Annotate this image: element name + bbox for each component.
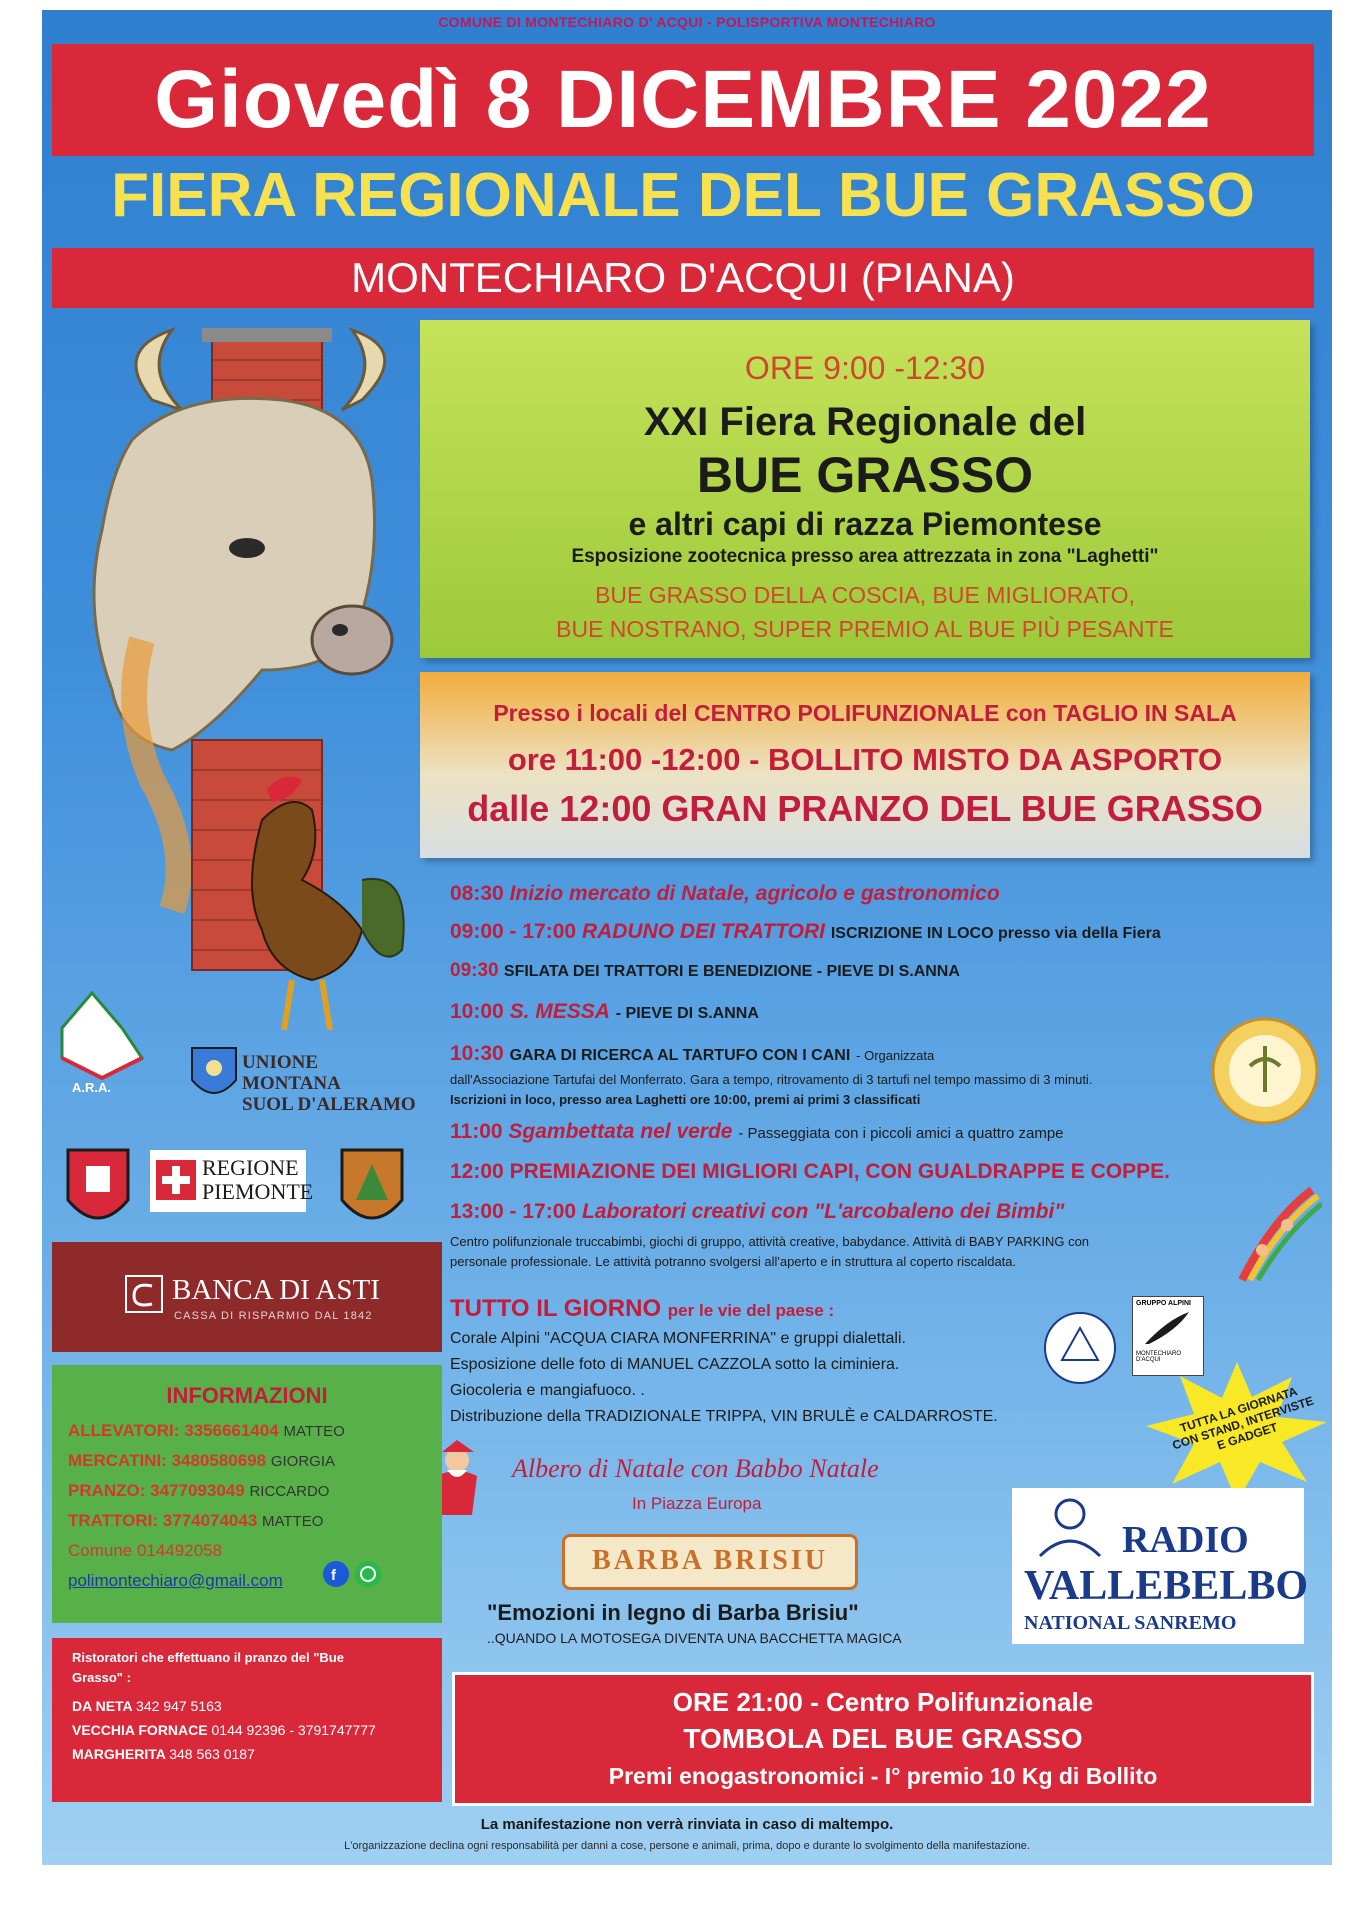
fair-line2: BUE GRASSO bbox=[696, 447, 1034, 503]
ox-rooster-illustration bbox=[62, 310, 462, 1030]
town-crest-icon bbox=[332, 1140, 412, 1240]
fair-line3: e altri capi di razza Piemontese bbox=[628, 506, 1102, 542]
bank-logo-icon bbox=[124, 1274, 164, 1314]
lab-note: personale professionale. Le attività potranno svolgersi all'aperto e in struttura al coperto riscaldata. bbox=[450, 1254, 1017, 1269]
barba-logo: BARBA BRISIU bbox=[562, 1534, 858, 1590]
schedule-item: 11:00 Sgambettata nel verde - Passeggiata con i piccoli amici a quattro zampe bbox=[450, 1120, 1064, 1143]
footer-disclaimer: L'organizzazione declina ogni responsabilità per danni a cose, persone e animali, prima, dopo e durante lo svolgimento della manifestazione. bbox=[344, 1840, 1030, 1852]
info-email-link[interactable]: polimontechiaro@gmail.com bbox=[68, 1571, 283, 1590]
tree-place: In Piazza Europa bbox=[632, 1494, 762, 1513]
schedule-item: 10:30 GARA DI RICERCA AL TARTUFO CON I CANI - Organizzata bbox=[450, 1042, 935, 1065]
banca-di-asti-logo: BANCA DI ASTI CASSA DI RISPARMIO DAL 1842 bbox=[52, 1242, 442, 1352]
all-day-line: Distribuzione della TRADIZIONALE TRIPPA, VIN BRULÈ e CALDARROSTE. bbox=[450, 1408, 998, 1425]
tree-text: Albero di Natale con Babbo Natale bbox=[512, 1454, 879, 1483]
info-box bbox=[52, 1365, 442, 1623]
all-day-heading: TUTTO IL GIORNO per le vie del paese : bbox=[450, 1295, 835, 1322]
lunch-box bbox=[420, 672, 1310, 858]
whatsapp-icon bbox=[355, 1561, 381, 1587]
tombola-line3: Premi enogastronomici - I° premio 10 Kg di Bollito bbox=[608, 1763, 1158, 1789]
restaurant-item: MARGHERITA 348 563 0187 bbox=[72, 1746, 255, 1762]
tombola-box bbox=[452, 1672, 1314, 1806]
corale-logo-icon bbox=[1042, 1310, 1118, 1386]
tartufai-logo-icon bbox=[1210, 1016, 1320, 1126]
tombola-line2: TOMBOLA DEL BUE GRASSO bbox=[683, 1723, 1083, 1754]
svg-text:f: f bbox=[331, 1567, 336, 1584]
info-row: MERCATINI: 3480580698 GIORGIA bbox=[68, 1451, 336, 1470]
lab-note: Centro polifunzionale truccabimbi, giochi di gruppo, attività creative, babydance. Attività di BABY PARKING con bbox=[450, 1234, 1090, 1249]
all-day-line: Giocoleria e mangiafuoco. . bbox=[450, 1382, 645, 1399]
alpini-logo: GRUPPO ALPINI MONTECHIARO D'ACQUI bbox=[1132, 1296, 1204, 1376]
lunch-line2: ore 11:00 -12:00 - BOLLITO MISTO DA ASPORTO bbox=[507, 742, 1223, 777]
tartufo-note: dall'Associazione Tartufai del Monferrato. Gara a tempo, ritrovamento di 3 tartufi nel tempo massimo di 3 minuti. bbox=[450, 1072, 1093, 1087]
facebook-icon bbox=[323, 1561, 349, 1587]
schedule-item: 12:00 PREMIAZIONE DEI MIGLIORI CAPI, CON GUALDRAPPE E COPPE. bbox=[450, 1160, 1170, 1183]
feather-icon bbox=[1137, 1310, 1197, 1346]
event-date: Giovedì 8 DICEMBRE 2022 bbox=[154, 54, 1212, 145]
ara-logo-icon bbox=[52, 988, 152, 1098]
info-row: PRANZO: 3477093049 RICCARDO bbox=[68, 1481, 330, 1500]
unione-crest-icon bbox=[184, 1040, 244, 1110]
tombola-line1: ORE 21:00 - Centro Polifunzionale bbox=[672, 1687, 1094, 1717]
schedule-item: 10:00 S. MESSA - PIEVE DI S.ANNA bbox=[450, 1000, 759, 1023]
schedule-item: 08:30 Inizio mercato di Natale, agricolo e gastronomico bbox=[450, 882, 1000, 905]
lunch-line1: Presso i locali del CENTRO POLIFUNZIONALE con TAGLIO IN SALA bbox=[493, 700, 1237, 726]
social-icons bbox=[322, 1559, 384, 1589]
restaurant-item: DA NETA 342 947 5163 bbox=[72, 1698, 222, 1714]
unione-montana-logo: UNIONE MONTANA SUOL D'ALERAMO bbox=[242, 1052, 416, 1115]
footer-weather-note: La manifestazione non verrà rinviata in caso di maltempo. bbox=[480, 1816, 894, 1833]
starburst-text: TUTTA LA GIORNATA CON STAND, INTERVISTE E GADGET bbox=[1170, 1384, 1316, 1453]
fair-box bbox=[420, 320, 1310, 658]
fair-hours: ORE 9:00 -12:30 bbox=[744, 350, 986, 386]
restaurants-box: Ristoratori che effettuano il pranzo del "Bue Grasso" : DA NETA 342 947 5163 VECCHIA FORNACE 0144 92396 - 3791747777 MARGHERITA 348 563 0187 bbox=[52, 1638, 442, 1802]
fair-line5: BUE GRASSO DELLA COSCIA, BUE MIGLIORATO, bbox=[595, 582, 1135, 608]
fair-line4: Esposizione zootecnica presso area attrezzata in zona "Laghetti" bbox=[571, 546, 1159, 567]
event-title: FIERA REGIONALE DEL BUE GRASSO bbox=[111, 161, 1255, 230]
regione-piemonte-logo: REGIONE PIEMONTE bbox=[150, 1150, 306, 1212]
tartufo-note: Iscrizioni in loco, presso area Laghetti ore 10:00, premi ai primi 3 classificati bbox=[450, 1092, 921, 1107]
event-poster bbox=[42, 10, 1332, 1865]
piemonte-flag-icon bbox=[156, 1160, 196, 1200]
lunch-line3: dalle 12:00 GRAN PRANZO DEL BUE GRASSO bbox=[467, 788, 1263, 829]
schedule-item: 09:00 - 17:00 RADUNO DEI TRATTORI ISCRIZIONE IN LOCO presso via della Fiera bbox=[450, 920, 1161, 943]
all-day-line: Esposizione delle foto di MANUEL CAZZOLA sotto la ciminiera. bbox=[450, 1356, 900, 1373]
organizers-line: COMUNE DI MONTECHIARO D' ACQUI - POLISPORTIVA MONTECHIARO bbox=[438, 14, 936, 30]
schedule-item: 09:30 SFILATA DEI TRATTORI E BENEDIZIONE - PIEVE DI S.ANNA bbox=[450, 960, 960, 981]
svg-text:A.R.A.: A.R.A. bbox=[72, 1080, 111, 1095]
montechiaro-crest-icon bbox=[58, 1140, 138, 1240]
barba-title: "Emozioni in legno di Barba Brisiu" bbox=[487, 1600, 859, 1625]
radio-vallebelbo-logo: RADIO VALLEBELBO NATIONAL SANREMO bbox=[1012, 1488, 1304, 1644]
restaurant-item: VECCHIA FORNACE 0144 92396 - 3791747777 bbox=[72, 1722, 376, 1738]
schedule-item: 13:00 - 17:00 Laboratori creativi con "L'arcobaleno dei Bimbi" bbox=[450, 1200, 1065, 1223]
info-title: INFORMAZIONI bbox=[166, 1383, 328, 1408]
slide-icon bbox=[1232, 1180, 1322, 1290]
info-row: ALLEVATORI: 3356661404 MATTEO bbox=[68, 1421, 345, 1440]
barba-subtitle: ..QUANDO LA MOTOSEGA DIVENTA UNA BACCHETTA MAGICA bbox=[487, 1630, 902, 1646]
fair-line6: BUE NOSTRANO, SUPER PREMIO AL BUE PIÙ PESANTE bbox=[556, 616, 1174, 642]
info-comune: Comune 014492058 bbox=[68, 1541, 223, 1560]
radio-mascot-icon bbox=[1020, 1496, 1120, 1566]
all-day-line: Corale Alpini "ACQUA CIARA MONFERRINA" e gruppi dialettali. bbox=[450, 1330, 906, 1347]
fair-line1: XXI Fiera Regionale del bbox=[643, 400, 1087, 444]
info-row: TRATTORI: 3774074043 MATTEO bbox=[68, 1511, 324, 1530]
event-location: MONTECHIARO D'ACQUI (PIANA) bbox=[351, 254, 1015, 301]
